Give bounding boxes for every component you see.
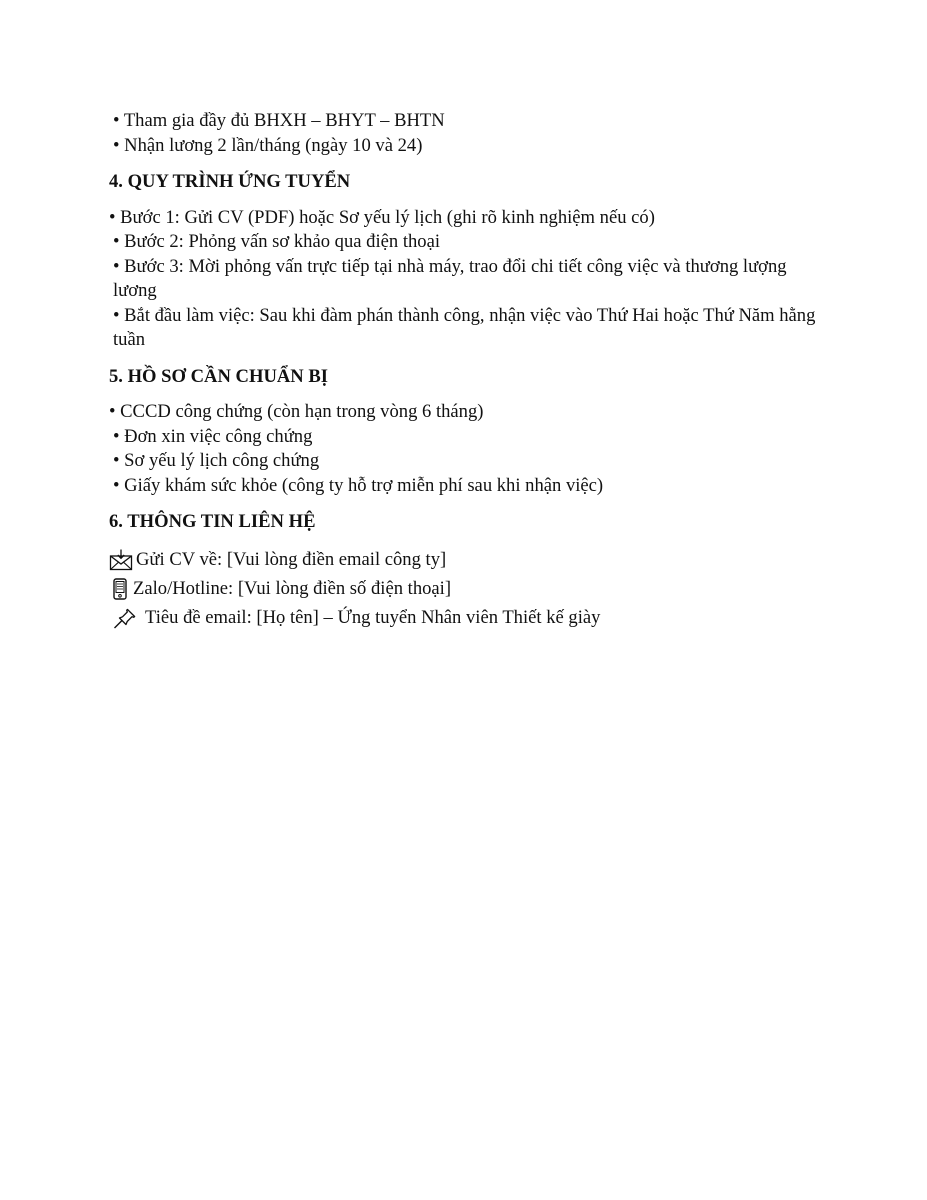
pushpin-icon [113,607,137,629]
document-content [109,109,821,633]
contact-subject-text: Tiêu đề email: [Họ tên] – Ứng tuyển Nhân viên Thiết kế giày [145,606,601,628]
section-heading-required-documents: 5. HỒ SƠ CẦN CHUẨN BỊ [109,365,329,387]
document-item: • Sơ yếu lý lịch công chứng [113,450,320,471]
process-step: • Bắt đầu làm việc: Sau khi đàm phán thành công, nhận việc vào Thứ Hai hoặc Thứ Năm hằng tuần [113,304,816,350]
document-item: • Giấy khám sức khỏe (công ty hỗ trợ miễn phí sau khi nhận việc) [113,474,604,496]
contact-item-phone [109,575,821,604]
section-heading-contact-info: 6. THÔNG TIN LIÊN HỆ [109,511,316,532]
benefit-item: • Nhận lương 2 lần/tháng (ngày 10 và 24) [113,134,423,156]
contact-phone-text: Zalo/Hotline: [Vui lòng điền số điện thoại] [133,577,452,599]
contact-item-email-subject [109,604,821,633]
process-step: • Bước 1: Gửi CV (PDF) hoặc Sơ yếu lý lịch (ghi rõ kinh nghiệm nếu có) [109,206,655,228]
process-step: • Bước 2: Phỏng vấn sơ khảo qua điện thoại [113,231,440,252]
benefit-item: • Tham gia đầy đủ BHXH – BHYT – BHTN [113,110,445,131]
mobile-phone-icon [111,578,129,600]
document-item: • Đơn xin việc công chứng [113,425,313,447]
process-step: • Bước 3: Mời phỏng vấn trực tiếp tại nhà máy, trao đổi chi tiết công việc và thương lượng lương [113,255,787,301]
envelope-icon [109,549,133,571]
document-item: • CCCD công chứng (còn hạn trong vòng 6 tháng) [109,401,484,422]
section-heading-application-process: 4. QUY TRÌNH ỨNG TUYỂN [109,171,351,192]
contact-email-text: Gửi CV về: [Vui lòng điền email công ty] [136,548,447,570]
contact-item-email [109,546,821,575]
